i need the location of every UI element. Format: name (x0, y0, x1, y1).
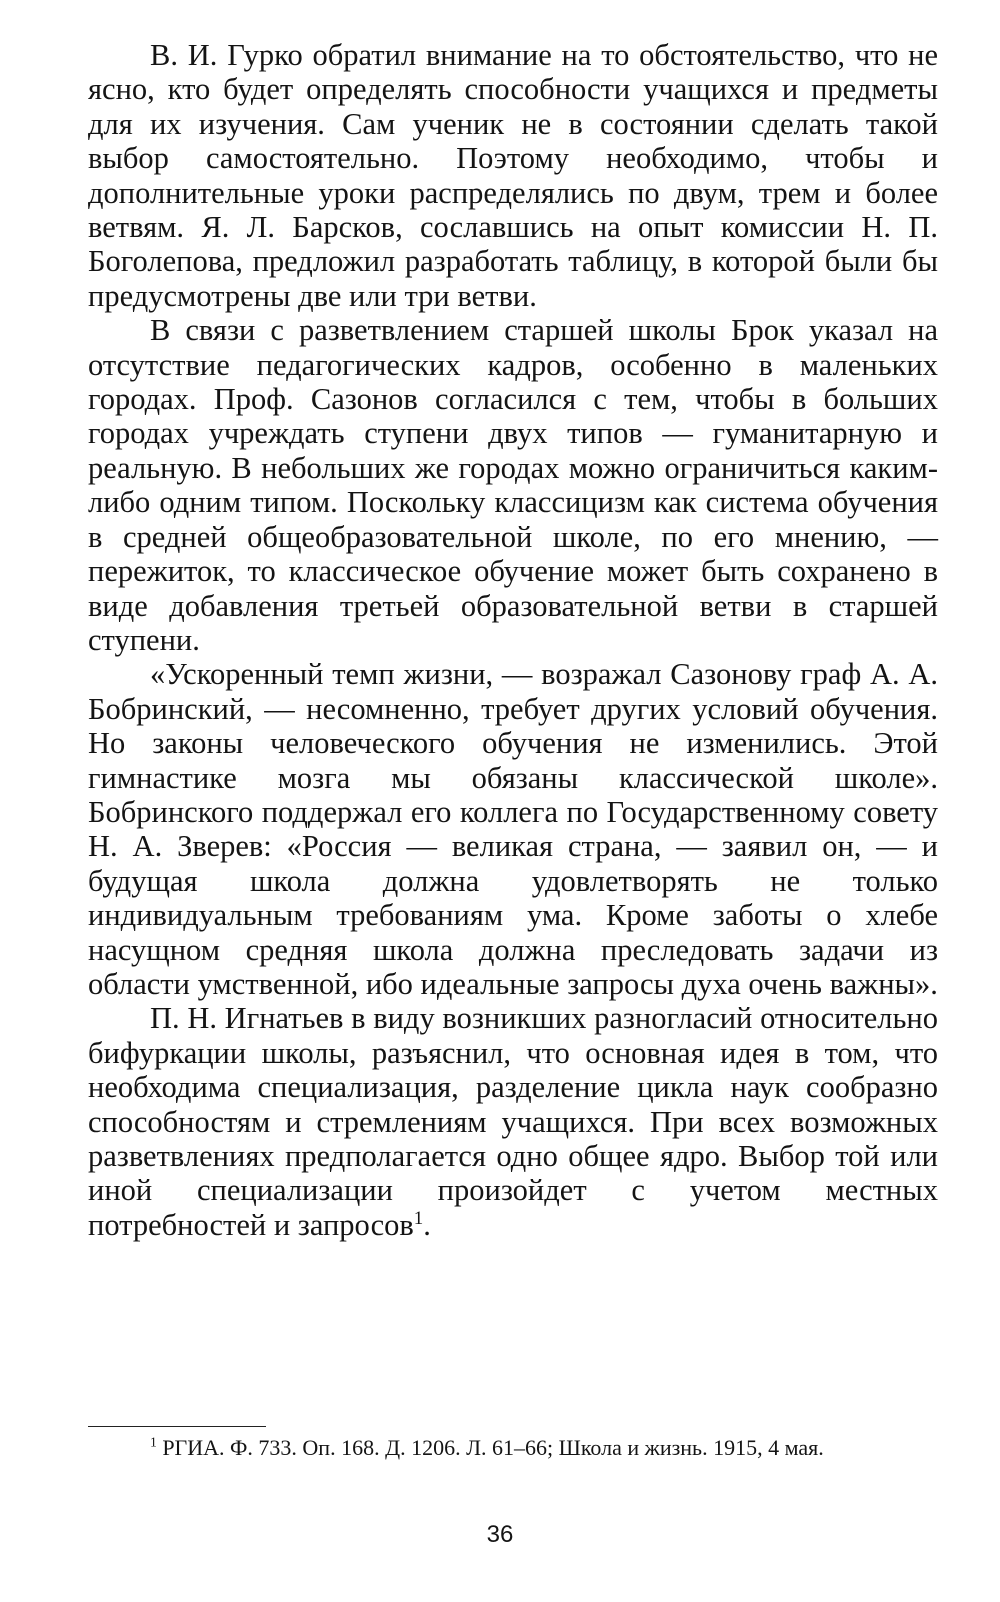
paragraph-1: В. И. Гурко обратил внимание на то обстоятельство, что не ясно, кто будет определять способности учащихся и предметы для их изучения. Сам ученик не в состоянии сделать такой выбор самостоятельно. Поэтому необходимо, чтобы и дополнительные уроки распределялись по двум, трем и более ветвям. Я. Л. Барсков, сославшись на опыт комиссии Н. П. Боголепова, предложил разработать таблицу, в которой были бы предусмотрены две или три ветви. (88, 38, 938, 313)
main-text (88, 38, 938, 1242)
paragraph-3: «Ускоренный темп жизни, — возражал Сазонову граф А. А. Бобринский, — несомненно, требует других условий обучения. Но законы человеческого обучения не изменились. Этой гимнастике мозга мы обязаны классической школе». Бобринского поддержал его коллега по Государственному совету Н. А. Зверев: «Россия — великая страна, — заявил он, — и будущая школа должна удовлетворять не только индивидуальным требованиям ума. Кроме заботы о хлебе насущном средняя школа должна преследовать задачи из области умственной, ибо идеальные запросы духа очень важны». (88, 657, 938, 1001)
footnote (88, 1432, 938, 1463)
footnote-text: РГИА. Ф. 733. Оп. 168. Д. 1206. Л. 61–66; Школа и жизнь. 1915, 4 мая. (162, 1435, 824, 1460)
paragraph-2: В связи с разветвлением старшей школы Брок указал на отсутствие педагогических кадров, особенно в маленьких городах. Проф. Сазонов согласился с тем, чтобы в больших городах учреждать ступени двух типов — гуманитарную и реальную. В небольших же городах можно ограничиться каким-либо одним типом. Поскольку классицизм как система обучения в средней общеобразовательной школе, по его мнению, — пережиток, то классическое обучение может быть сохранено в виде добавления третьей образовательной ветви в старшей ступени. (88, 313, 938, 657)
paragraph-4 (88, 1001, 938, 1242)
paragraph-4-end: . (423, 1207, 431, 1242)
footnote-marker: 1 (150, 1434, 157, 1450)
footnote-divider (88, 1426, 266, 1427)
footnote-reference: 1 (413, 1207, 424, 1229)
paragraph-4-text: П. Н. Игнатьев в виду возникших разногласий относительно бифуркации школы, разъяснил, что основная идея в том, что необходима специализация, разделение цикла наук сообразно способностям и стремлениям учащихся. При всех возможных разветвлениях предполагается одно общее ядро. Выбор той или иной специализации произойдет с учетом местных потребностей и запросов (88, 1001, 938, 1242)
page-number: 36 (486, 1521, 514, 1548)
footnote-entry (88, 1432, 938, 1463)
